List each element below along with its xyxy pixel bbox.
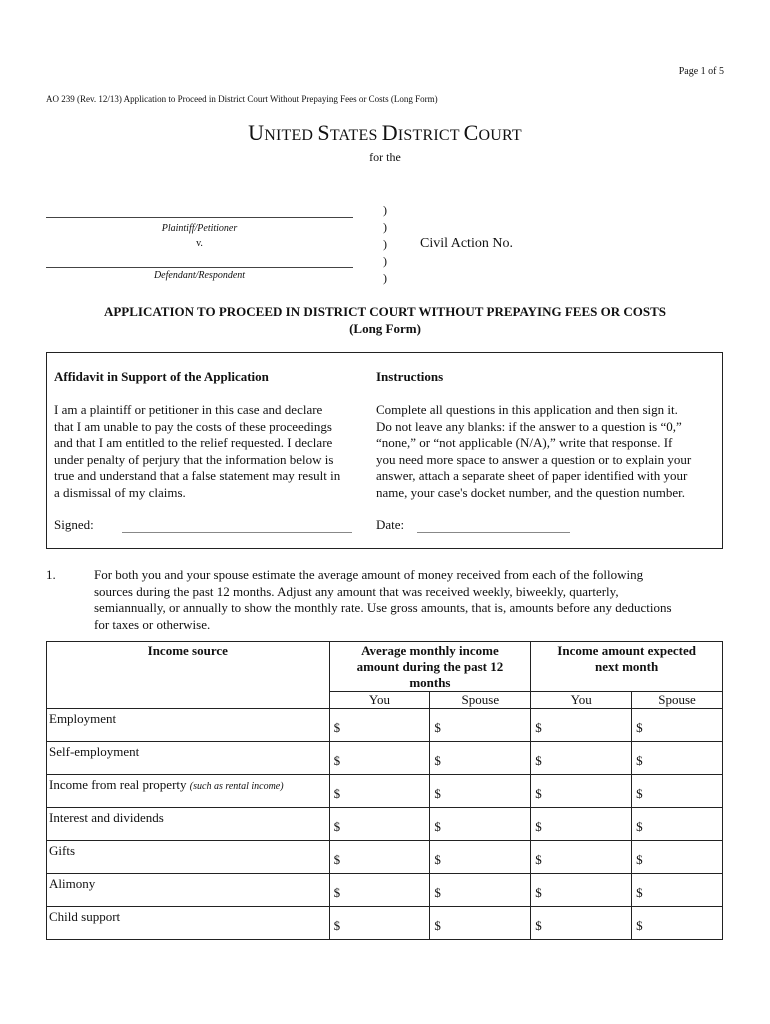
table-row (47, 742, 723, 775)
income-source-interest-dividends: Interest and dividends (47, 808, 330, 841)
income-source-header: Income source (47, 642, 330, 709)
affidavit-heading: Affidavit in Support of the Application (54, 369, 269, 384)
amount-input[interactable]: $ (329, 709, 430, 742)
court-title: UNITED STATES DISTRICT COURT (248, 120, 522, 145)
income-source-self-employment: Self-employment (47, 742, 330, 775)
instructions-heading: Instructions (376, 369, 444, 384)
amount-input[interactable]: $ (531, 808, 632, 841)
amount-input[interactable]: $ (531, 775, 632, 808)
signature-field[interactable] (122, 532, 352, 533)
amount-input[interactable]: $ (430, 808, 531, 841)
caption-parentheses: ) ) ) ) ) (383, 203, 387, 285)
table-row (47, 841, 723, 874)
amount-input[interactable]: $ (329, 742, 430, 775)
average-monthly-header: Average monthly income amount during the past 12 months (329, 642, 531, 692)
instructions-text: Complete all questions in this application and then sign it. Do not leave any blanks: if the answer to a question is “0,” “none,” or “not applicable (N/A),” write that response. If you need more space to answer a question or to explain your answer, attach a separate sheet of paper identified with your name, your case's docket number, and the question number. (376, 402, 692, 500)
question-1-text: For both you and your spouse estimate the average amount of money received from each of the following sources during the past 12 months. Adjust any amount that was received weekly, biweekly, quarterly, semiannually, or annually to show the monthly rate. Use gross amounts, that is, amounts before any deductions for taxes or otherwise. (94, 567, 672, 632)
table-row (47, 907, 723, 940)
amount-input[interactable]: $ (531, 709, 632, 742)
plaintiff-name-field[interactable] (46, 217, 353, 218)
expected-you-header: You (531, 692, 632, 709)
table-row (47, 874, 723, 907)
amount-input[interactable]: $ (430, 709, 531, 742)
table-row (47, 709, 723, 742)
defendant-name-field[interactable] (46, 267, 353, 268)
amount-input[interactable]: $ (430, 775, 531, 808)
amount-input[interactable]: $ (329, 874, 430, 907)
amount-input[interactable]: $ (430, 841, 531, 874)
amount-input[interactable]: $ (632, 775, 723, 808)
avg-you-header: You (329, 692, 430, 709)
income-source-alimony: Alimony (47, 874, 330, 907)
application-title: APPLICATION TO PROCEED IN DISTRICT COURT WITHOUT PREPAYING FEES OR COSTS (Long Form) (103, 304, 667, 336)
amount-input[interactable]: $ (531, 742, 632, 775)
affidavit-text: I am a plaintiff or petitioner in this case and declare that I am unable to pay the costs of these proceedings and that I am entitled to the relief requested. I declare under penalty of perjury that the information below is true and understand that a false statement may result in a dismissal of my claims. (54, 402, 341, 500)
income-table (46, 641, 723, 940)
amount-input[interactable]: $ (632, 874, 723, 907)
expected-next-month-header: Income amount expected next month (531, 642, 723, 692)
versus-label: v. (196, 238, 203, 249)
avg-spouse-header: Spouse (430, 692, 531, 709)
date-field[interactable] (417, 532, 570, 533)
amount-input[interactable]: $ (329, 841, 430, 874)
income-source-child-support: Child support (47, 907, 330, 940)
signed-label: Signed: (54, 517, 94, 532)
amount-input[interactable]: $ (329, 808, 430, 841)
for-the-label: for the (369, 150, 401, 164)
amount-input[interactable]: $ (531, 874, 632, 907)
amount-input[interactable]: $ (632, 841, 723, 874)
page-number: Page 1 of 5 (678, 66, 724, 77)
amount-input[interactable]: $ (632, 709, 723, 742)
amount-input[interactable]: $ (531, 907, 632, 940)
form-identifier: AO 239 (Rev. 12/13) Application to Proceed in District Court Without Prepaying Fees or Costs (Long Form) (46, 94, 438, 104)
expected-spouse-header: Spouse (632, 692, 723, 709)
amount-input[interactable]: $ (430, 742, 531, 775)
table-row (47, 775, 723, 808)
amount-input[interactable]: $ (632, 808, 723, 841)
defendant-label: Defendant/Respondent (153, 270, 246, 281)
amount-input[interactable]: $ (329, 907, 430, 940)
amount-input[interactable]: $ (632, 742, 723, 775)
income-source-employment: Employment (47, 709, 330, 742)
income-source-real-property: Income from real property (such as rental income) (47, 775, 330, 808)
amount-input[interactable]: $ (632, 907, 723, 940)
amount-input[interactable]: $ (430, 907, 531, 940)
amount-input[interactable]: $ (531, 841, 632, 874)
civil-action-label: Civil Action No. (420, 236, 513, 251)
amount-input[interactable]: $ (430, 874, 531, 907)
income-source-gifts: Gifts (47, 841, 330, 874)
question-1-number: 1. (46, 567, 56, 582)
plaintiff-label: Plaintiff/Petitioner (161, 223, 238, 234)
date-label: Date: (376, 517, 405, 532)
amount-input[interactable]: $ (329, 775, 430, 808)
table-row (47, 808, 723, 841)
